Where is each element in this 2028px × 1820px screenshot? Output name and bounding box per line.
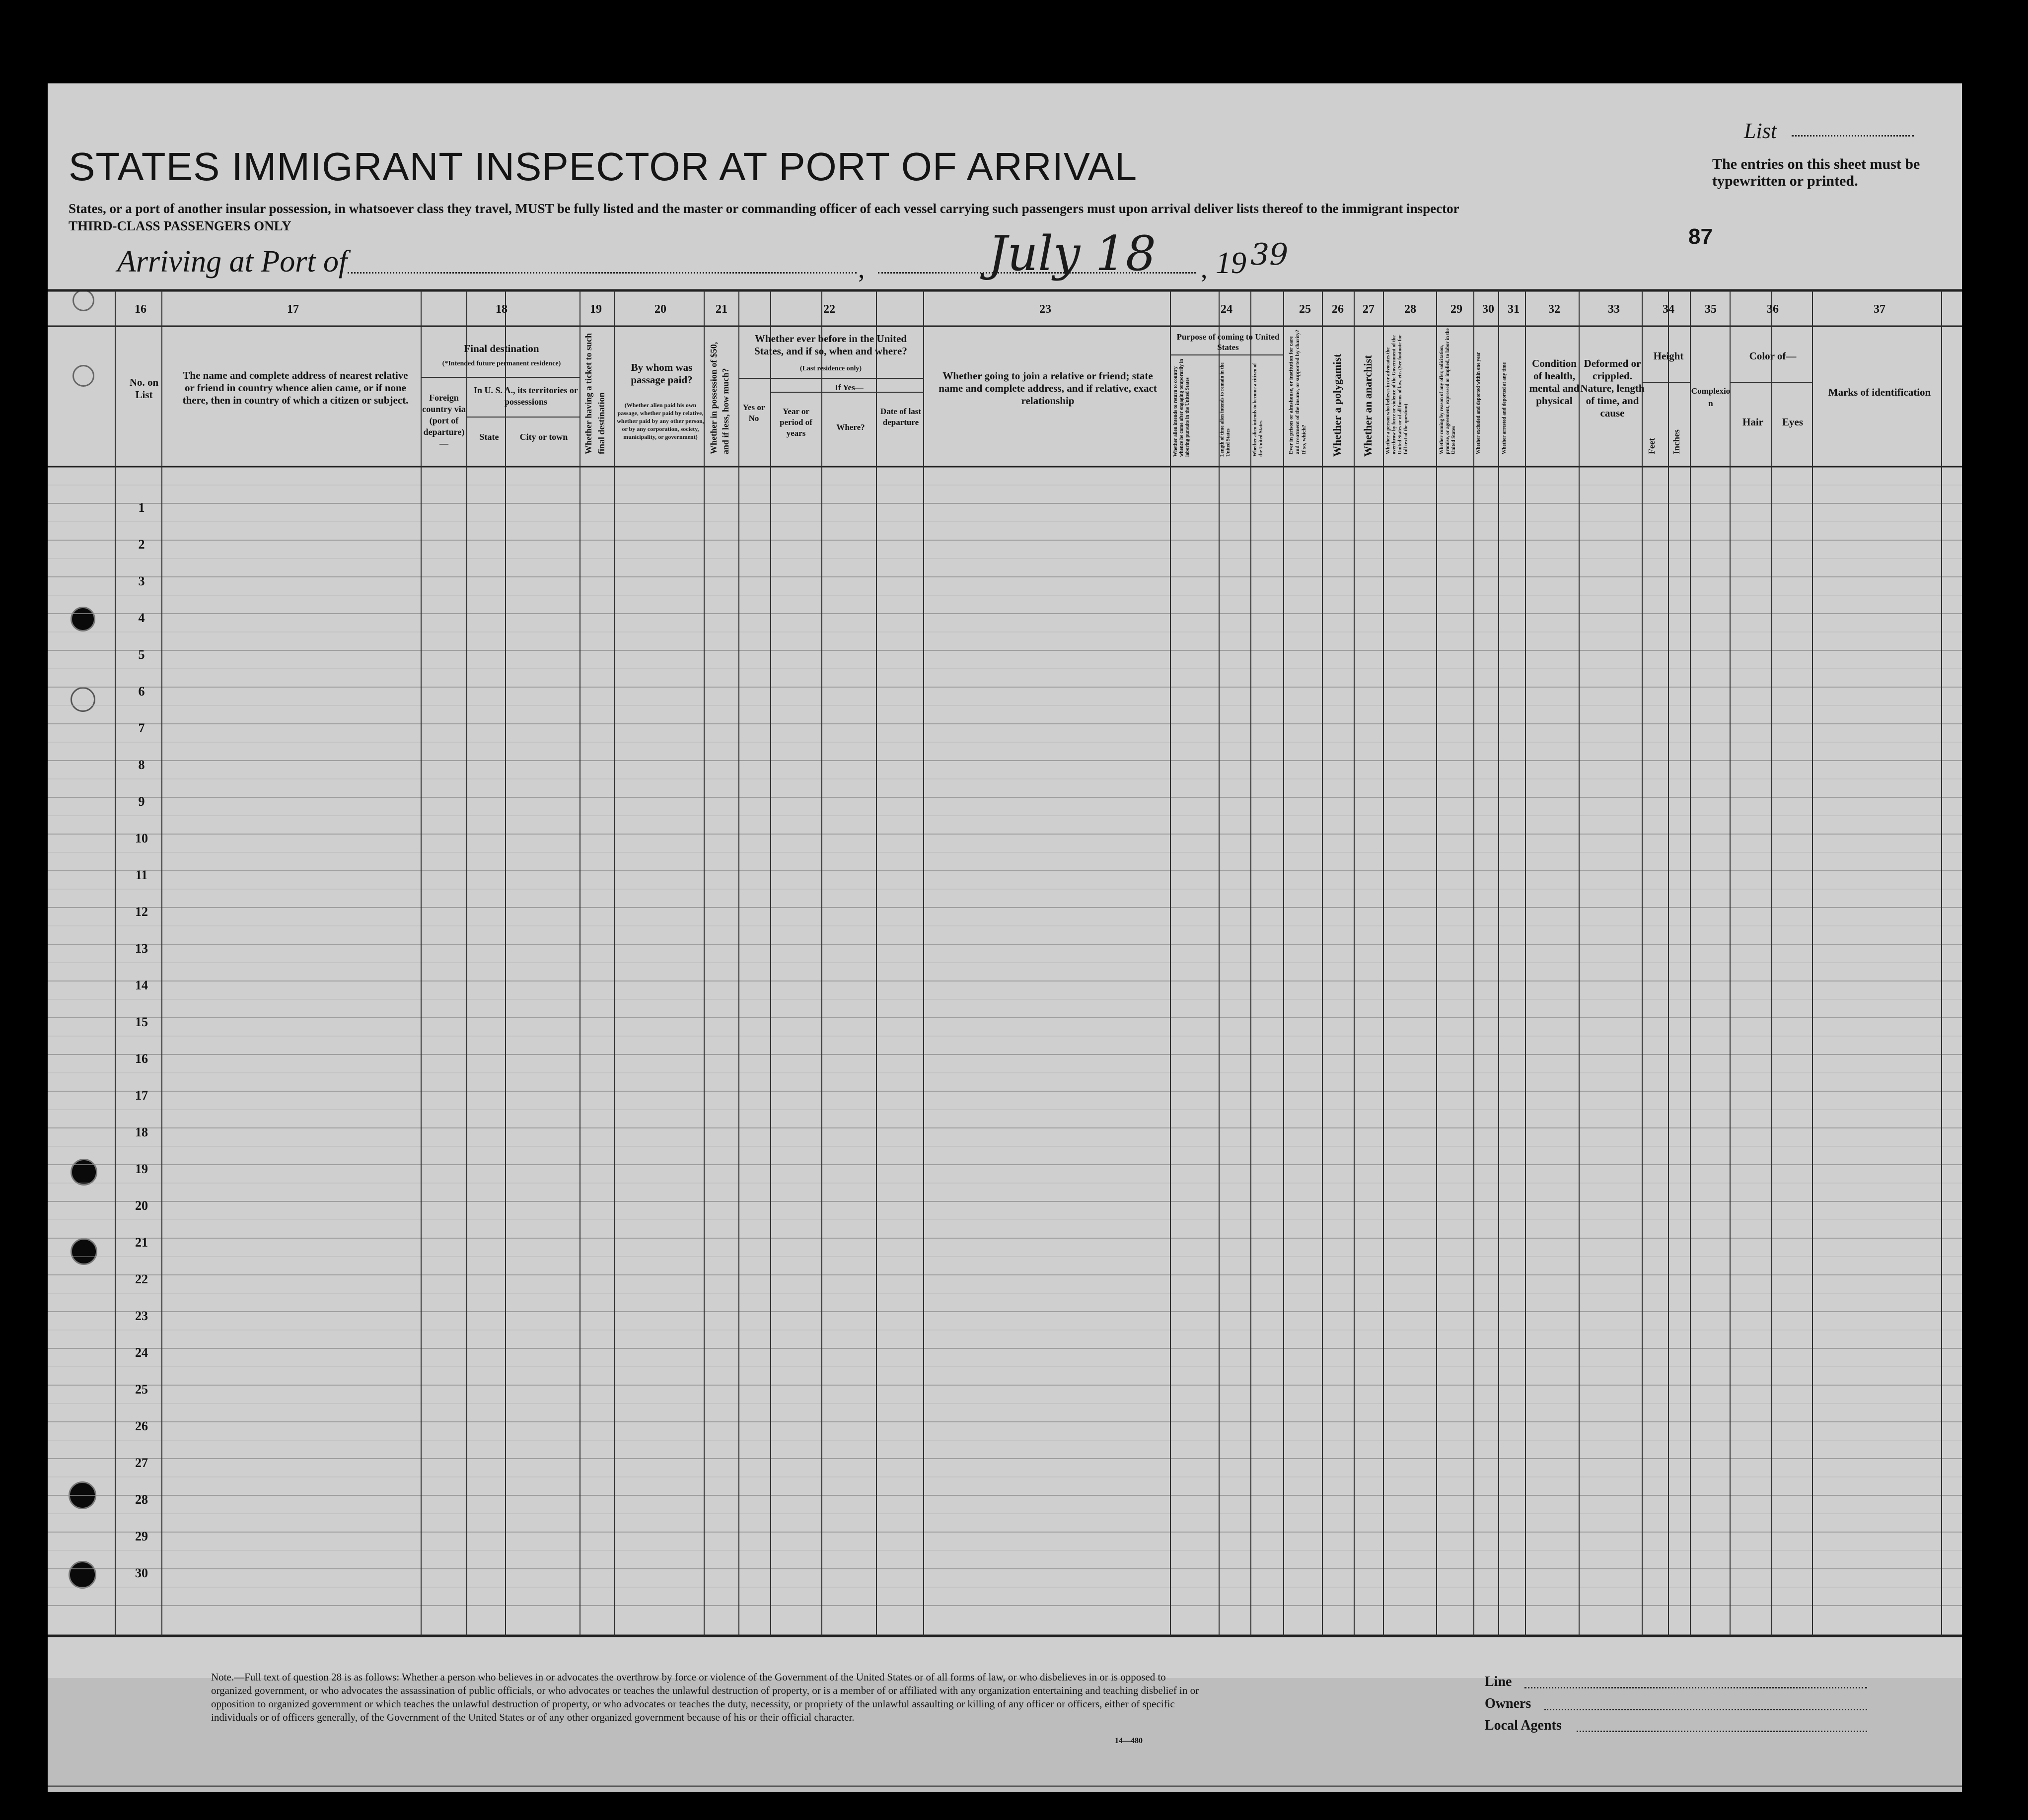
- col21-heading: Whether in possession of $50, and if less, how much?: [709, 342, 730, 454]
- col29-heading: Whether coming by reason of any offer, solicitation, promise, or agreement, expressed or implied, to labor in the United States: [1439, 328, 1456, 454]
- column-number-29: 29: [1450, 303, 1462, 316]
- page-title: STATES IMMIGRANT INSPECTOR AT PORT OF ARRIVAL: [69, 144, 1138, 189]
- instruction-line: States, or a port of another insular possession, in whatsoever class they travel, MUST be fully listed and the master or commanding officer of each vessel carrying such passengers must upon arrival deliver lists thereof to the immigrant inspector: [69, 201, 1459, 216]
- column-number-24: 24: [1221, 303, 1232, 316]
- row-number: 16: [135, 1051, 148, 1066]
- col32-heading: Condition of health, mental and physical: [1529, 357, 1580, 407]
- col22-date: Date of last departure: [880, 407, 922, 427]
- col18-usa: In U. S. A., its territories or possessions: [474, 385, 578, 407]
- row-number: 8: [138, 758, 145, 772]
- row-number: 19: [135, 1162, 148, 1176]
- col22-where: Where?: [836, 422, 865, 432]
- row-number: 12: [135, 905, 148, 919]
- owners-label: Owners: [1485, 1696, 1531, 1711]
- col31-heading: Whether arrested and deported at any time: [1502, 362, 1507, 454]
- col22-year: Year or period of years: [780, 407, 812, 438]
- column-number-21: 21: [716, 303, 727, 316]
- sheet-number: 87: [1688, 224, 1713, 249]
- column-number-32: 32: [1548, 303, 1560, 316]
- row-number: 22: [135, 1272, 148, 1286]
- handwritten-year: 39: [1250, 237, 1289, 272]
- column-number-17: 17: [287, 303, 299, 316]
- col26-heading: Whether a polygamist: [1331, 353, 1343, 457]
- row-number: 29: [135, 1529, 148, 1543]
- column-number-28: 28: [1404, 303, 1416, 316]
- list-label: List: [1744, 119, 1777, 143]
- column-number-30: 30: [1482, 303, 1494, 316]
- column-number-37: 37: [1874, 303, 1885, 316]
- col18-foreign: Foreign country via (port of departure)—: [422, 393, 466, 448]
- column-number-19: 19: [590, 303, 602, 316]
- row-number: 1: [138, 500, 145, 515]
- col24-sub-a: Whether alien intends to return to country whence he came after engaging temporarily in laboring pursuits in the United States: [1173, 359, 1190, 457]
- handwritten-date: July 18: [988, 226, 1156, 281]
- col22-note: (Last residence only): [799, 365, 862, 372]
- col34-heading: Height: [1653, 350, 1684, 362]
- row-number: 25: [135, 1382, 148, 1397]
- row-number: 17: [135, 1088, 148, 1103]
- column-number-16: 16: [135, 303, 146, 316]
- col36-eyes: Eyes: [1782, 416, 1803, 428]
- col24-heading: Purpose of coming to United States: [1176, 332, 1280, 352]
- row-number: 3: [138, 574, 145, 588]
- form-code: 14—480: [1115, 1737, 1143, 1745]
- row-number: 13: [135, 941, 148, 956]
- col30-heading: Whether excluded and deported within one year: [1476, 352, 1481, 454]
- row-number: 26: [135, 1419, 148, 1433]
- row-number: 10: [135, 831, 148, 845]
- owners-blank[interactable]: [1544, 1709, 1867, 1710]
- comma: ,: [1201, 254, 1208, 283]
- col25-heading: Ever in prison or almshouse, or institution for care and treatment of the insane, or supported by charity? If so, which?: [1288, 329, 1307, 454]
- row-number: 5: [138, 647, 145, 662]
- row-number: 6: [138, 684, 145, 699]
- row-number: 7: [138, 721, 145, 735]
- row-number: 14: [135, 978, 148, 992]
- col22-ifyes: If Yes—: [835, 383, 864, 392]
- col24-sub-b: Length of time alien intends to remain in the United States: [1220, 362, 1231, 457]
- col37-heading: Marks of identification: [1828, 386, 1931, 398]
- comma: ,: [858, 254, 865, 283]
- row-number: 24: [135, 1345, 148, 1360]
- row-number: 4: [138, 611, 145, 625]
- col35-heading: Complexion: [1691, 386, 1731, 408]
- col36-heading: Color of—: [1749, 350, 1797, 362]
- col34-feet: Feet: [1647, 438, 1657, 454]
- row-number: 28: [135, 1492, 148, 1507]
- row-number: 9: [138, 794, 145, 809]
- col28-heading: Whether a person who believes in or advocates the overthrow by force or violence of the Government of the United States or of all forms of law, etc. (See footnote for full text of the question): [1385, 335, 1409, 454]
- row-number: 11: [135, 868, 148, 882]
- column-number-34: 34: [1663, 303, 1674, 316]
- column-number-23: 23: [1039, 303, 1051, 316]
- typewritten-notice: The entries on this sheet must be typewritten or printed.: [1712, 156, 1920, 189]
- col33-heading: Deformed or crippled. Nature, length of time, and cause: [1580, 357, 1645, 419]
- column-number-36: 36: [1767, 303, 1779, 316]
- column-number-31: 31: [1508, 303, 1520, 316]
- column-number-18: 18: [496, 303, 507, 316]
- footnote-question-28: Note.—Full text of question 28 is as follows: Whether a person who believes in or advocates the overthrow by force or violence of the Government of the United States or of all forms of law, or who disbelieves in or is opposed to organized government, or who advocates the assassination of public officials, or who advocates or teaches the unlawful destruction of property, or is a member of or affiliated with any organization entertaining and teaching disbelief in or opposition to organized government or which teaches the unlawful destruction of property, or who advocates or teaches the duty, necessity, or propriety of the unlawful assaulting or killing of any officer or officers, either of specific individuals or of officers generally, of the Government of the United States or of any other organized government because of his or their official character.: [211, 1671, 1199, 1723]
- column-number-22: 22: [823, 303, 835, 316]
- line-label: Line: [1485, 1674, 1512, 1689]
- row-number: 23: [135, 1309, 148, 1323]
- col16-heading: No. on List: [129, 376, 159, 401]
- column-number-27: 27: [1363, 303, 1375, 316]
- col27-heading: Whether an anarchist: [1362, 355, 1374, 457]
- col34-inches: Inches: [1671, 429, 1681, 454]
- row-number: 20: [135, 1198, 148, 1213]
- col18-city: City or town: [519, 432, 568, 442]
- col18-note: (*Intended future permanent residence): [442, 360, 561, 367]
- row-number: 2: [138, 537, 145, 552]
- local-agents-blank[interactable]: [1577, 1731, 1867, 1732]
- arriving-at-port-label: Arriving at Port of: [117, 245, 348, 279]
- column-number-33: 33: [1608, 303, 1620, 316]
- col20-heading: By whom was passage paid?: [631, 361, 693, 386]
- col18-heading: Final destination: [464, 343, 539, 354]
- column-number-35: 35: [1705, 303, 1717, 316]
- col24-sub-c: Whether alien intends to become a citizen of the United States: [1252, 363, 1264, 457]
- row-number: 27: [135, 1456, 148, 1470]
- col20-note: (Whether alien paid his own passage, whether paid by relative, whether paid by any other person, or by any corporation, society, municipality, or government): [617, 402, 704, 440]
- column-number-25: 25: [1299, 303, 1311, 316]
- col19-heading: Whether having a ticket to such final destination: [583, 333, 606, 454]
- local-agents-label: Local Agents: [1485, 1718, 1562, 1733]
- col36-hair: Hair: [1742, 416, 1763, 428]
- col18-state: State: [479, 432, 499, 442]
- col22-yesno: Yes or No: [742, 403, 765, 423]
- year-prefix: 19: [1216, 246, 1246, 280]
- column-number-26: 26: [1332, 303, 1344, 316]
- line-blank[interactable]: [1524, 1687, 1867, 1688]
- row-number: 15: [135, 1015, 148, 1029]
- row-number: 21: [135, 1235, 148, 1250]
- column-number-20: 20: [654, 303, 666, 316]
- col22-heading: Whether ever before in the United States, and if so, when and where?: [754, 333, 907, 357]
- passenger-class-line: THIRD-CLASS PASSENGERS ONLY: [69, 218, 291, 233]
- col17-heading: The name and complete address of nearest relative or friend in country whence alien came, or if none there, then in country of which a citizen or subject.: [182, 369, 409, 406]
- col23-heading: Whether going to join a relative or friend; state name and complete address, and if relative, exact relationship: [939, 370, 1157, 407]
- row-number: 30: [135, 1566, 148, 1580]
- row-number: 18: [135, 1125, 148, 1139]
